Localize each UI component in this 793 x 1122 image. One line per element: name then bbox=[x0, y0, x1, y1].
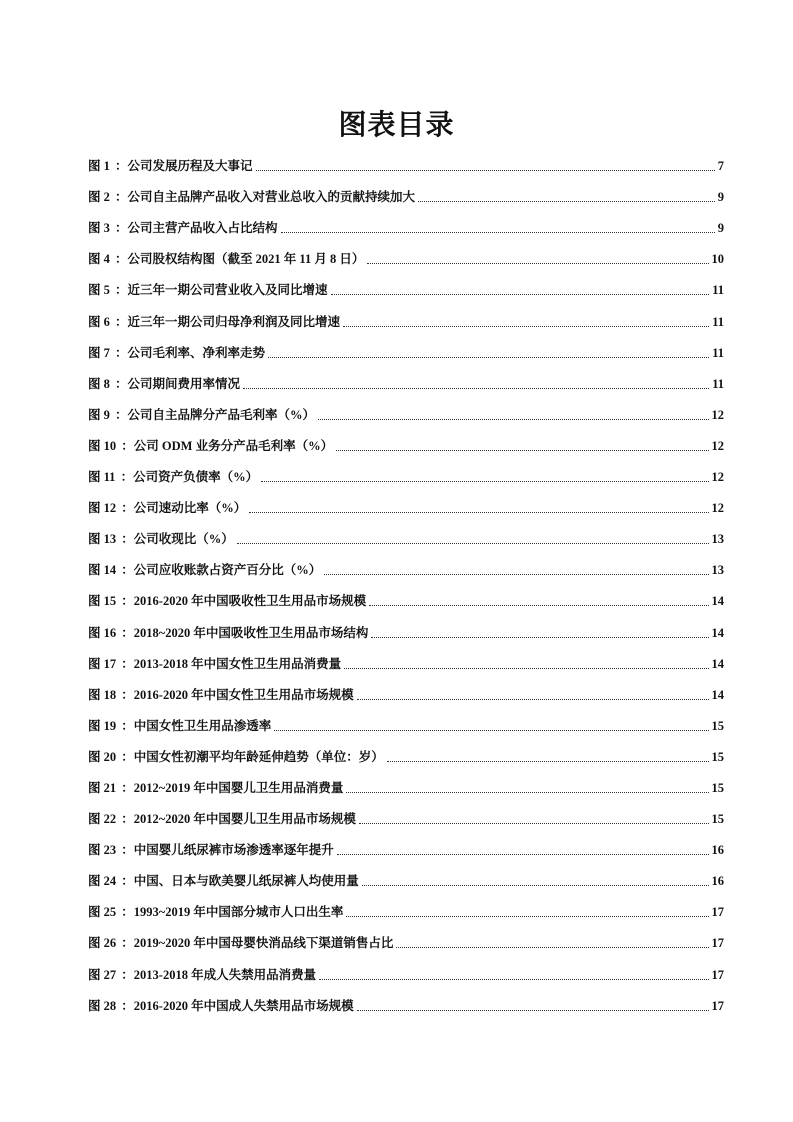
toc-page-number: 17 bbox=[711, 998, 724, 1013]
toc-dot-leader bbox=[346, 792, 708, 793]
toc-figure-number: 图 15 bbox=[88, 594, 117, 609]
toc-page-number: 13 bbox=[711, 532, 724, 547]
toc-entry[interactable] bbox=[88, 955, 724, 986]
table-of-figures bbox=[88, 147, 724, 1018]
toc-entry[interactable] bbox=[88, 302, 724, 333]
toc-page-number: 16 bbox=[711, 874, 724, 889]
toc-entry[interactable] bbox=[88, 831, 724, 862]
toc-figure-number: 图 12 bbox=[88, 501, 117, 516]
toc-entry[interactable] bbox=[88, 458, 724, 489]
toc-page-number: 12 bbox=[711, 438, 724, 453]
toc-entry-label: 图 14 ：公司应收账款占资产百分比（%） bbox=[88, 563, 322, 578]
toc-entry[interactable] bbox=[88, 365, 724, 396]
toc-dot-leader bbox=[396, 947, 708, 948]
toc-figure-title: 1993~2019 年中国部分城市人口出生率 bbox=[133, 905, 344, 920]
toc-figure-number: 图 14 bbox=[88, 563, 117, 578]
toc-dot-leader bbox=[274, 730, 708, 731]
toc-dot-leader bbox=[237, 543, 709, 544]
toc-figure-title: 公司毛利率、净利率走势 bbox=[127, 345, 266, 360]
toc-entry-label: 图 26 ：2019~2020 年中国母婴快消品线下渠道销售占比 bbox=[88, 936, 394, 951]
toc-dot-leader bbox=[344, 668, 708, 669]
toc-page-number: 11 bbox=[712, 283, 724, 298]
toc-entry-label: 图 15 ：2016-2020 年中国吸收性卫生用品市场规模 bbox=[88, 594, 367, 609]
toc-figure-title: 中国女性初潮平均年龄延伸趋势（单位：岁） bbox=[133, 749, 384, 764]
toc-entry[interactable] bbox=[88, 582, 724, 613]
toc-figure-title: 2013-2018 年成人失禁用品消费量 bbox=[133, 967, 317, 982]
toc-dot-leader bbox=[343, 326, 709, 327]
toc-figure-title: 2013-2018 年中国女性卫生用品消费量 bbox=[133, 656, 342, 671]
toc-entry-label: 图 11 ：公司资产负债率（%） bbox=[88, 470, 259, 485]
toc-dot-leader bbox=[357, 1010, 709, 1011]
toc-dot-leader bbox=[359, 823, 709, 824]
toc-figure-number: 图 13 bbox=[88, 532, 117, 547]
toc-figure-number: 图 4 bbox=[88, 252, 110, 267]
toc-figure-number: 图 17 bbox=[88, 656, 117, 671]
toc-entry[interactable] bbox=[88, 862, 724, 893]
toc-page-number: 13 bbox=[711, 563, 724, 578]
toc-figure-title: 2016-2020 年中国吸收性卫生用品市场规模 bbox=[133, 594, 367, 609]
toc-page-number: 14 bbox=[711, 594, 724, 609]
toc-figure-title: 公司自主品牌分产品毛利率（%） bbox=[127, 407, 316, 422]
toc-entry-label: 图 1 ：公司发展历程及大事记 bbox=[88, 159, 253, 174]
toc-figure-number: 图 27 bbox=[88, 967, 117, 982]
toc-figure-number: 图 11 bbox=[88, 470, 116, 485]
toc-figure-number: 图 10 bbox=[88, 438, 117, 453]
toc-page-number: 16 bbox=[711, 843, 724, 858]
toc-entry-label: 图 7 ：公司毛利率、净利率走势 bbox=[88, 345, 266, 360]
toc-entry-label: 图 28 ：2016-2020 年中国成人失禁用品市场规模 bbox=[88, 998, 354, 1013]
toc-entry[interactable] bbox=[88, 520, 724, 551]
toc-dot-leader bbox=[346, 916, 708, 917]
toc-dot-leader bbox=[261, 481, 708, 482]
toc-figure-title: 近三年一期公司归母净利润及同比增速 bbox=[127, 314, 341, 329]
toc-entry-label: 图 25 ：1993~2019 年中国部分城市人口出生率 bbox=[88, 905, 344, 920]
toc-figure-title: 2019~2020 年中国母婴快消品线下渠道销售占比 bbox=[133, 936, 394, 951]
toc-figure-number: 图 20 bbox=[88, 749, 117, 764]
toc-entry-label: 图 12 ：公司速动比率（%） bbox=[88, 501, 247, 516]
toc-entry[interactable] bbox=[88, 613, 724, 644]
toc-entry-label: 图 17 ：2013-2018 年中国女性卫生用品消费量 bbox=[88, 656, 342, 671]
toc-page-number: 9 bbox=[717, 190, 724, 205]
toc-entry[interactable] bbox=[88, 893, 724, 924]
toc-page-number: 14 bbox=[711, 625, 724, 640]
toc-figure-number: 图 9 bbox=[88, 407, 110, 422]
toc-entry[interactable] bbox=[88, 707, 724, 738]
toc-entry-label: 图 20 ：中国女性初潮平均年龄延伸趋势（单位：岁） bbox=[88, 749, 384, 764]
toc-figure-title: 2018~2020 年中国吸收性卫生用品市场结构 bbox=[133, 625, 369, 640]
toc-entry[interactable] bbox=[88, 147, 724, 178]
toc-figure-number: 图 22 bbox=[88, 812, 117, 827]
toc-entry-label: 图 2 ：公司自主品牌产品收入对营业总收入的贡献持续加大 bbox=[88, 190, 416, 205]
toc-figure-number: 图 3 bbox=[88, 221, 110, 236]
toc-entry[interactable] bbox=[88, 738, 724, 769]
toc-figure-title: 中国婴儿纸尿裤市场渗透率逐年提升 bbox=[133, 843, 334, 858]
toc-figure-number: 图 23 bbox=[88, 843, 117, 858]
toc-entry-label: 图 4 ：公司股权结构图（截至 2021 年 11 月 8 日） bbox=[88, 252, 365, 267]
toc-page-number: 14 bbox=[711, 656, 724, 671]
toc-entry[interactable] bbox=[88, 987, 724, 1018]
toc-entry-label: 图 5 ：近三年一期公司营业收入及同比增速 bbox=[88, 283, 328, 298]
toc-dot-leader bbox=[281, 232, 715, 233]
toc-page-number: 14 bbox=[711, 687, 724, 702]
toc-figure-number: 图 24 bbox=[88, 874, 117, 889]
toc-entry[interactable] bbox=[88, 178, 724, 209]
toc-entry-label: 图 18 ：2016-2020 年中国女性卫生用品市场规模 bbox=[88, 687, 354, 702]
toc-figure-title: 公司主营产品收入占比结构 bbox=[127, 221, 278, 236]
toc-entry[interactable] bbox=[88, 676, 724, 707]
toc-figure-number: 图 2 bbox=[88, 190, 110, 205]
toc-entry[interactable] bbox=[88, 334, 724, 365]
toc-entry-label: 图 24 ：中国、日本与欧美婴儿纸尿裤人均使用量 bbox=[88, 874, 359, 889]
toc-figure-title: 公司股权结构图（截至 2021 年 11 月 8 日） bbox=[127, 252, 365, 267]
toc-page-number: 17 bbox=[711, 936, 724, 951]
toc-entry[interactable] bbox=[88, 209, 724, 240]
toc-page-number: 9 bbox=[717, 221, 724, 236]
toc-entry[interactable] bbox=[88, 769, 724, 800]
toc-figure-title: 公司速动比率（%） bbox=[133, 501, 247, 516]
page-title: 图表目录 bbox=[338, 110, 455, 141]
toc-page-number: 15 bbox=[711, 749, 724, 764]
toc-figure-title: 公司收现比（%） bbox=[133, 532, 234, 547]
toc-page-number: 12 bbox=[711, 501, 724, 516]
toc-entry-label: 图 3 ：公司主营产品收入占比结构 bbox=[88, 221, 278, 236]
toc-entry[interactable] bbox=[88, 271, 724, 302]
toc-page-number: 15 bbox=[711, 718, 724, 733]
toc-figure-title: 中国女性卫生用品渗透率 bbox=[133, 718, 272, 733]
toc-dot-leader bbox=[337, 854, 709, 855]
toc-figure-number: 图 16 bbox=[88, 625, 117, 640]
toc-figure-number: 图 7 bbox=[88, 345, 110, 360]
toc-dot-leader bbox=[249, 512, 708, 513]
toc-dot-leader bbox=[331, 294, 710, 295]
toc-entry[interactable] bbox=[88, 800, 724, 831]
toc-page-number: 12 bbox=[711, 470, 724, 485]
toc-figure-number: 图 5 bbox=[88, 283, 110, 298]
toc-figure-title: 2016-2020 年中国成人失禁用品市场规模 bbox=[133, 998, 354, 1013]
toc-figure-number: 图 26 bbox=[88, 936, 117, 951]
toc-figure-number: 图 18 bbox=[88, 687, 117, 702]
toc-dot-leader bbox=[336, 450, 708, 451]
toc-entry-label: 图 10 ：公司 ODM 业务分产品毛利率（%） bbox=[88, 438, 334, 453]
toc-entry-label: 图 13 ：公司收现比（%） bbox=[88, 532, 234, 547]
toc-page-number: 10 bbox=[711, 252, 724, 267]
toc-figure-number: 图 1 bbox=[88, 159, 110, 174]
toc-dot-leader bbox=[268, 357, 709, 358]
toc-page-number: 7 bbox=[717, 159, 724, 174]
toc-dot-leader bbox=[357, 699, 709, 700]
toc-page-number: 15 bbox=[711, 780, 724, 795]
toc-entry-label: 图 9 ：公司自主品牌分产品毛利率（%） bbox=[88, 407, 316, 422]
toc-entry[interactable] bbox=[88, 427, 724, 458]
toc-dot-leader bbox=[256, 170, 715, 171]
toc-page-number: 17 bbox=[711, 905, 724, 920]
toc-page-number: 12 bbox=[711, 407, 724, 422]
toc-figure-title: 2012~2019 年中国婴儿卫生用品消费量 bbox=[133, 780, 344, 795]
toc-entry-label: 图 27 ：2013-2018 年成人失禁用品消费量 bbox=[88, 967, 317, 982]
toc-entry[interactable] bbox=[88, 396, 724, 427]
toc-figure-number: 图 19 bbox=[88, 718, 117, 733]
toc-figure-title: 2016-2020 年中国女性卫生用品市场规模 bbox=[133, 687, 354, 702]
toc-figure-number: 图 21 bbox=[88, 780, 117, 795]
toc-figure-title: 近三年一期公司营业收入及同比增速 bbox=[127, 283, 328, 298]
toc-page-number: 17 bbox=[711, 967, 724, 982]
toc-entry-label: 图 23 ：中国婴儿纸尿裤市场渗透率逐年提升 bbox=[88, 843, 334, 858]
toc-entry[interactable] bbox=[88, 924, 724, 955]
toc-entry-label: 图 8 ：公司期间费用率情况 bbox=[88, 376, 241, 391]
toc-page-number: 11 bbox=[712, 314, 724, 329]
toc-dot-leader bbox=[418, 201, 715, 202]
toc-dot-leader bbox=[367, 263, 708, 264]
toc-figure-title: 公司资产负债率（%） bbox=[133, 470, 259, 485]
toc-figure-title: 公司期间费用率情况 bbox=[127, 376, 241, 391]
toc-figure-title: 2012~2020 年中国婴儿卫生用品市场规模 bbox=[133, 812, 356, 827]
toc-figure-number: 图 6 bbox=[88, 314, 110, 329]
toc-figure-title: 公司自主品牌产品收入对营业总收入的贡献持续加大 bbox=[127, 190, 416, 205]
toc-figure-title: 公司发展历程及大事记 bbox=[127, 159, 253, 174]
toc-figure-title: 公司应收账款占资产百分比（%） bbox=[133, 563, 322, 578]
toc-figure-number: 图 28 bbox=[88, 998, 117, 1013]
toc-page-number: 11 bbox=[712, 376, 724, 391]
toc-figure-number: 图 25 bbox=[88, 905, 117, 920]
toc-dot-leader bbox=[243, 388, 709, 389]
toc-entry-label: 图 19 ：中国女性卫生用品渗透率 bbox=[88, 718, 272, 733]
toc-figure-title: 公司 ODM 业务分产品毛利率（%） bbox=[133, 438, 334, 453]
toc-entry-label: 图 22 ：2012~2020 年中国婴儿卫生用品市场规模 bbox=[88, 812, 356, 827]
toc-dot-leader bbox=[318, 419, 708, 420]
toc-dot-leader bbox=[319, 979, 708, 980]
toc-entry-label: 图 21 ：2012~2019 年中国婴儿卫生用品消费量 bbox=[88, 780, 344, 795]
toc-dot-leader bbox=[371, 637, 708, 638]
toc-figure-number: 图 8 bbox=[88, 376, 110, 391]
toc-figure-title: 中国、日本与欧美婴儿纸尿裤人均使用量 bbox=[133, 874, 359, 889]
toc-entry[interactable] bbox=[88, 551, 724, 582]
toc-entry-label: 图 16 ：2018~2020 年中国吸收性卫生用品市场结构 bbox=[88, 625, 369, 640]
toc-dot-leader bbox=[387, 761, 709, 762]
toc-dot-leader bbox=[369, 605, 708, 606]
toc-page-number: 15 bbox=[711, 812, 724, 827]
toc-dot-leader bbox=[362, 885, 709, 886]
toc-page-number: 11 bbox=[712, 345, 724, 360]
toc-entry-label: 图 6 ：近三年一期公司归母净利润及同比增速 bbox=[88, 314, 341, 329]
toc-entry[interactable] bbox=[88, 645, 724, 676]
toc-entry[interactable] bbox=[88, 489, 724, 520]
toc-dot-leader bbox=[324, 574, 708, 575]
toc-entry[interactable] bbox=[88, 240, 724, 271]
